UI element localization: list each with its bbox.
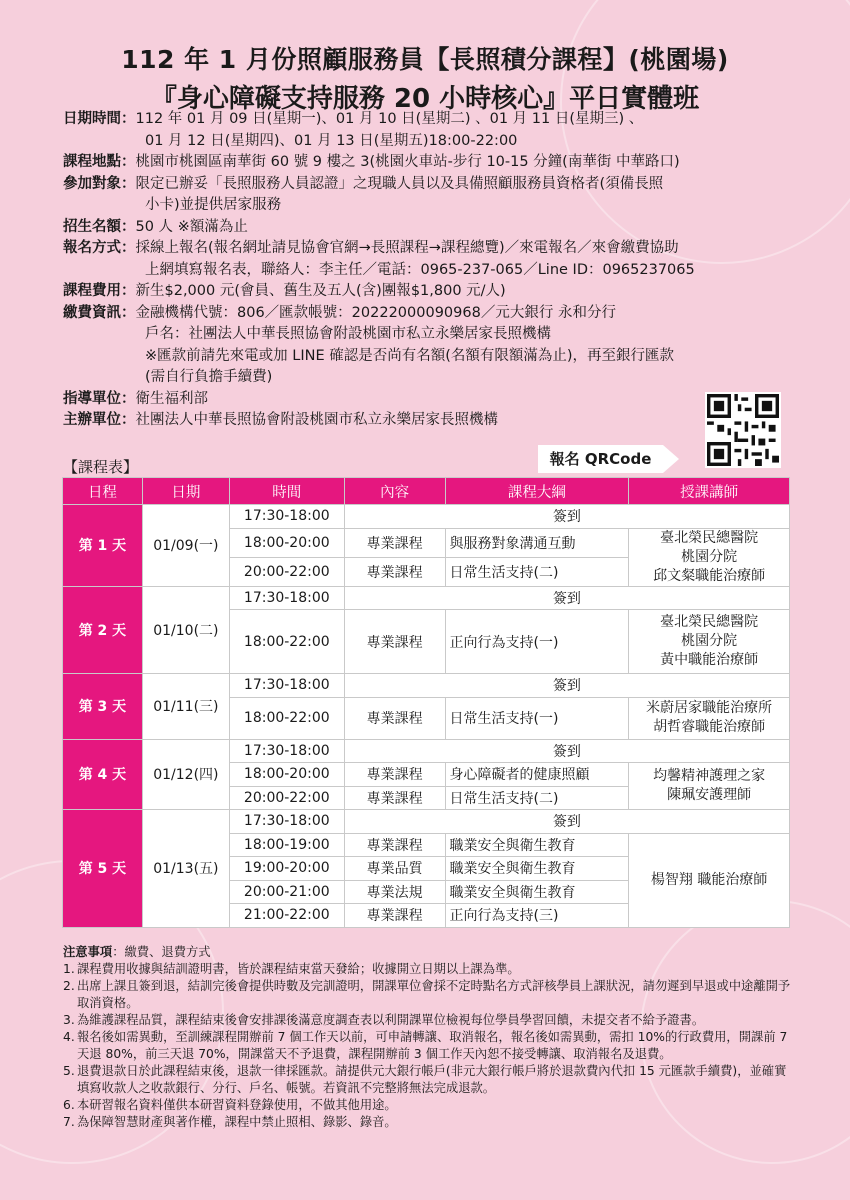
list-item xyxy=(63,1063,798,1097)
day-cell: 第 4 天 xyxy=(63,739,143,810)
time-cell: 18:00-22:00 xyxy=(229,697,344,739)
outline-cell: 正向行為支持(三) xyxy=(445,904,629,928)
quota-label: 招生名額： xyxy=(63,218,136,235)
date-value-2: 01 月 12 日(星期四)、01 月 13 日(星期五)18:00-22:00 xyxy=(145,132,518,149)
teacher-line: 臺北榮民總醫院 xyxy=(660,529,759,546)
signup-row-cont xyxy=(63,261,803,281)
time-cell: 18:00-20:00 xyxy=(229,763,344,787)
fee-row xyxy=(63,282,803,302)
teacher-line: 臺北榮民總醫院 xyxy=(660,614,759,630)
checkin-cell: 簽到 xyxy=(344,674,789,698)
title-line-2: 『身心障礙支持服務 20 小時核心』平日實體班 xyxy=(150,84,700,114)
host-label: 主辦單位： xyxy=(63,412,136,428)
teacher-cell xyxy=(629,763,790,810)
date-cell: 01/11(三) xyxy=(142,674,229,740)
notes-title: 注意事項 xyxy=(63,945,113,959)
host-row xyxy=(63,411,803,431)
list-item xyxy=(63,961,798,978)
checkin-cell: 簽到 xyxy=(344,739,789,763)
teacher-cell: 楊智翔 職能治療師 xyxy=(629,833,790,927)
time-cell: 18:00-19:00 xyxy=(229,833,344,857)
note-text: 為保障智慧財產與著作權，課程中禁止照相、錄影、錄音。 xyxy=(77,1115,397,1129)
time-cell: 20:00-22:00 xyxy=(229,557,344,586)
list-item xyxy=(63,978,798,1012)
title-line-1: 112 年 1 月份照顧服務員【長照積分課程】(桃園場) xyxy=(121,45,729,74)
table-row xyxy=(63,674,790,698)
teacher-line: 黃中職能治療師 xyxy=(660,652,759,668)
outline-cell: 日常生活支持(二) xyxy=(445,557,629,586)
header-content: 內容 xyxy=(344,478,445,505)
header-outline: 課程大綱 xyxy=(445,478,629,505)
content-cell: 專業課程 xyxy=(344,610,445,674)
checkin-cell: 簽到 xyxy=(344,586,789,610)
day-cell: 第 1 天 xyxy=(63,505,143,587)
list-item xyxy=(63,1029,798,1063)
teacher-cell xyxy=(629,697,790,739)
teacher-line: 桃園分院 xyxy=(681,633,738,649)
payment-account-name: 戶名：社團法人中華長照協會附設桃園市私立永樂居家長照機構 xyxy=(145,326,551,342)
content-cell: 專業課程 xyxy=(344,697,445,739)
signup-row xyxy=(63,239,803,259)
teacher-line: 桃園分院 xyxy=(681,548,738,565)
table-row xyxy=(63,505,790,529)
date-cell: 01/12(四) xyxy=(142,739,229,810)
teacher-line: 邱文粲職能治療師 xyxy=(653,567,766,584)
day-cell: 第 5 天 xyxy=(63,810,143,928)
target-row xyxy=(63,175,803,195)
schedule-label: 【課程表】 xyxy=(63,458,139,476)
course-info xyxy=(63,110,803,433)
date-value: 112 年 01 月 09 日(星期一)、01 月 10 日(星期二) 、01 月 11 日(星期三) 、 xyxy=(135,111,644,127)
signup-value: 採線上報名(報名網址請見協會官網→長照課程→課程總覽)／來電報名／來會繳費協助 xyxy=(135,240,679,256)
host-value: 社團法人中華長照協會附設桃園市私立永樂居家長照機構 xyxy=(135,412,498,428)
content-cell: 專業課程 xyxy=(344,833,445,857)
quota-row xyxy=(63,218,803,238)
note-number: 1. xyxy=(63,962,75,976)
header-time: 時間 xyxy=(229,478,344,505)
notes-subtitle: ：繳費、退費方式 xyxy=(112,945,211,959)
note-text: 本研習報名資料僅供本研習資料登錄使用，不做其他用途。 xyxy=(77,1098,397,1112)
quota-value: 50 人 ※額滿為止 xyxy=(135,218,248,235)
time-cell: 18:00-20:00 xyxy=(229,528,344,557)
time-cell: 20:00-22:00 xyxy=(229,786,344,810)
note-number: 2. xyxy=(63,979,75,993)
notes-heading xyxy=(63,944,798,961)
time-cell: 17:30-18:00 xyxy=(229,739,344,763)
time-cell: 17:30-18:00 xyxy=(229,586,344,610)
outline-cell: 職業安全與衛生教育 xyxy=(445,833,629,857)
outline-cell: 身心障礙者的健康照顧 xyxy=(445,763,629,787)
qrcode-icon xyxy=(707,394,779,466)
time-cell: 21:00-22:00 xyxy=(229,904,344,928)
day-cell: 第 2 天 xyxy=(63,586,143,674)
content-cell: 專業課程 xyxy=(344,786,445,810)
payment-value: 金融機構代號：806／匯款帳號：20222000090968／元大銀行 永和分行 xyxy=(135,304,616,321)
content-cell: 專業課程 xyxy=(344,557,445,586)
header-day: 日程 xyxy=(63,478,143,505)
note-number: 4. xyxy=(63,1030,75,1044)
payment-label: 繳費資訊： xyxy=(63,304,136,321)
time-cell: 20:00-21:00 xyxy=(229,880,344,904)
signup-qrcode[interactable] xyxy=(705,392,781,468)
teacher-line: 均馨精神護理之家 xyxy=(653,768,766,784)
qrcode-label: 報名 QRCode xyxy=(538,445,663,473)
teacher-line: 陳珮安護理師 xyxy=(667,787,752,803)
content-cell: 專業課程 xyxy=(344,528,445,557)
table-row xyxy=(63,810,790,834)
location-value: 桃園市桃園區南華街 60 號 9 樓之 3(桃園火車站-步行 10-15 分鐘(南華街 中華路口) xyxy=(135,154,680,170)
table-row xyxy=(63,739,790,763)
note-text: 退費退款日於此課程結束後，退款一律採匯款。請提供元大銀行帳戶(非元大銀行帳戶將於退款費內代扣 15 元匯款手續費)，並確實填寫收款人之收款銀行、分行、戶名、帳號。若資訊不完整將無法完成退款。 xyxy=(77,1064,787,1095)
outline-cell: 職業安全與衛生教育 xyxy=(445,857,629,881)
payment-row xyxy=(63,304,803,324)
outline-cell: 日常生活支持(一) xyxy=(445,697,629,739)
time-cell: 17:30-18:00 xyxy=(229,674,344,698)
signup-value-2: 上網填寫報名表，聯絡人：李主任／電話：0965-237-065／Line ID：0965237065 xyxy=(145,261,695,278)
teacher-line: 米蔚居家職能治療所 xyxy=(646,700,773,716)
schedule-table xyxy=(62,477,790,928)
date-row-cont xyxy=(63,132,803,152)
date-cell: 01/10(二) xyxy=(142,586,229,674)
outline-cell: 職業安全與衛生教育 xyxy=(445,880,629,904)
guide-label: 指導單位： xyxy=(63,390,136,407)
fee-label: 課程費用： xyxy=(63,283,136,299)
time-cell: 17:30-18:00 xyxy=(229,505,344,529)
note-number: 5. xyxy=(63,1064,75,1078)
table-header-row xyxy=(63,478,790,505)
location-row xyxy=(63,153,803,173)
target-label: 參加對象： xyxy=(63,175,136,192)
target-value: 限定已辦妥「長照服務人員認證」之現職人員以及具備照顧服務員資格者(須備長照 xyxy=(135,175,664,192)
note-number: 7. xyxy=(63,1115,75,1129)
outline-cell: 與服務對象溝通互動 xyxy=(445,528,629,557)
note-text: 課程費用收據與結訓證明書，皆於課程結束當天發給；收據開立日期以上課為準。 xyxy=(77,962,520,976)
date-cell: 01/09(一) xyxy=(142,505,229,587)
date-row xyxy=(63,110,803,130)
list-item xyxy=(63,1114,798,1131)
payment-row-2 xyxy=(63,325,803,345)
time-cell: 17:30-18:00 xyxy=(229,810,344,834)
teacher-cell xyxy=(629,610,790,674)
payment-row-4 xyxy=(63,368,803,388)
target-row-cont xyxy=(63,196,803,216)
outline-cell: 日常生活支持(二) xyxy=(445,786,629,810)
location-label: 課程地點： xyxy=(63,154,136,170)
note-text: 報名後如需異動，至訓練課程開辦前 7 個工作天以前，可申請轉讓、取消報名，報名後如需異動，需扣 10%的行政費用，開課前 7 天退 80%，前三天退 70%，開課當天不予退費，課程開辦前 3 個工作天內恕不接受轉讓、取消報名及退費。 xyxy=(77,1030,788,1061)
notes-section xyxy=(63,944,798,1131)
signup-label: 報名方式： xyxy=(63,240,136,256)
teacher-cell xyxy=(629,528,790,586)
content-cell: 專業品質 xyxy=(344,857,445,881)
note-text: 出席上課且簽到退，結訓完後會提供時數及完訓證明，開課單位會採不定時點名方式評核學員上課狀況，請勿遲到早退或中途離開予取消資格。 xyxy=(77,979,791,1010)
content-cell: 專業課程 xyxy=(344,763,445,787)
outline-cell: 正向行為支持(一) xyxy=(445,610,629,674)
content-cell: 專業法規 xyxy=(344,880,445,904)
time-cell: 18:00-22:00 xyxy=(229,610,344,674)
guide-value: 衛生福利部 xyxy=(135,390,208,407)
day-cell: 第 3 天 xyxy=(63,674,143,740)
note-number: 3. xyxy=(63,1013,75,1027)
note-number: 6. xyxy=(63,1098,75,1112)
payment-note: ※匯款前請先來電或加 LINE 確認是否尚有名額(名額有限額滿為止)，再至銀行匯款 xyxy=(145,347,675,364)
payment-row-3 xyxy=(63,347,803,367)
teacher-line: 胡哲睿職能治療師 xyxy=(653,719,766,735)
header-teacher: 授課講師 xyxy=(629,478,790,505)
table-row xyxy=(63,586,790,610)
note-text: 為維護課程品質，課程結束後會安排課後滿意度調查表以利開課單位檢視每位學員學習回饋，未提交者不給予證書。 xyxy=(77,1013,705,1027)
checkin-cell: 簽到 xyxy=(344,505,789,529)
payment-note-2: (需自行負擔手續費) xyxy=(145,369,273,385)
date-cell: 01/13(五) xyxy=(142,810,229,928)
list-item xyxy=(63,1012,798,1029)
fee-value: 新生$2,000 元(會員、舊生及五人(含)團報$1,800 元/人) xyxy=(135,283,506,299)
date-label: 日期時間： xyxy=(63,111,136,127)
time-cell: 19:00-20:00 xyxy=(229,857,344,881)
content-cell: 專業課程 xyxy=(344,904,445,928)
list-item xyxy=(63,1097,798,1114)
guide-row xyxy=(63,390,803,410)
target-value-2: 小卡)並提供居家服務 xyxy=(145,197,282,213)
checkin-cell: 簽到 xyxy=(344,810,789,834)
header-date: 日期 xyxy=(142,478,229,505)
